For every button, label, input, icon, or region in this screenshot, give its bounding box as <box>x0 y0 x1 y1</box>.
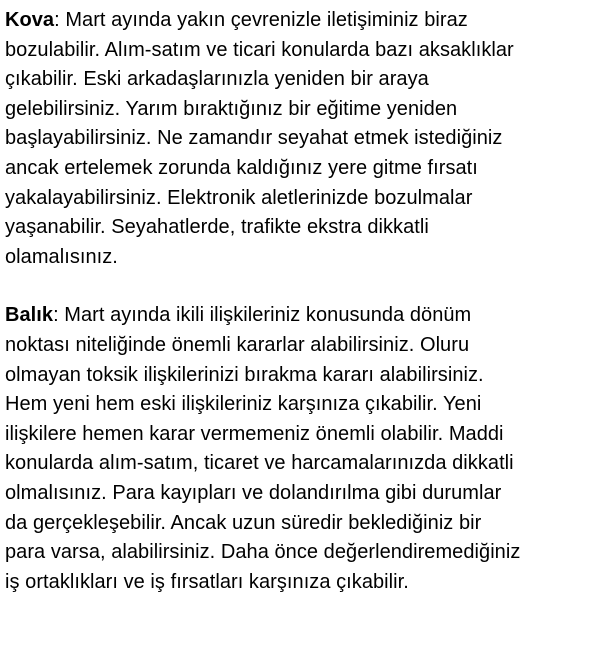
sign-name: Kova <box>5 9 55 31</box>
entry-line: da gerçekleşebilir. Ancak uzun süredir beklediğiniz bir <box>5 511 482 534</box>
entry-line: olmalısınız. Para kayıpları ve dolandırılma gibi durumlar <box>5 481 502 504</box>
horoscope-entry-kova <box>5 6 598 272</box>
entry-line: gelebilirsiniz. Yarım bıraktığınız bir eğitime yeniden <box>5 97 458 120</box>
entry-line: iş ortaklıkları ve iş fırsatları karşınıza çıkabilir. <box>5 570 409 593</box>
entry-line: para varsa, alabilirsiniz. Daha önce değerlendiremediğiniz <box>5 541 521 564</box>
entry-text: : Mart ayında ikili ilişkileriniz konusunda dönüm <box>53 304 472 327</box>
entry-line: bozulabilir. Alım-satım ve ticari konularda bazı aksaklıklar <box>5 38 514 61</box>
entry-line <box>5 6 598 36</box>
entry-line: yaşanabilir. Seyahatlerde, trafikte ekstra dikkatli <box>5 216 429 239</box>
entry-line: çıkabilir. Eski arkadaşlarınızla yeniden bir araya <box>5 68 429 91</box>
entry-line: olmayan toksik ilişkilerinizi bırakma kararı alabilirsiniz. <box>5 363 484 386</box>
sign-name: Balık <box>5 304 54 327</box>
entry-line: noktası niteliğinde önemli kararlar alabilirsiniz. Oluru <box>5 333 470 356</box>
entry-line: Hem yeni hem eski ilişkileriniz karşınıza çıkabilir. Yeni <box>5 393 482 416</box>
horoscope-entry-balik <box>5 301 598 597</box>
entry-line: konularda alım-satım, ticaret ve harcamalarınızda dikkatli <box>5 452 514 475</box>
entry-line: ancak ertelemek zorunda kaldığınız yere gitme fırsatı <box>5 156 478 179</box>
entry-line <box>5 301 598 331</box>
entry-text: : Mart ayında yakın çevrenizle iletişiminiz biraz <box>54 9 468 31</box>
entry-line: başlayabilirsiniz. Ne zamandır seyahat etmek istediğiniz <box>5 127 503 150</box>
entry-line: ilişkilere hemen karar vermemeniz önemli olabilir. Maddi <box>5 422 504 445</box>
entry-line: yakalayabilirsiniz. Elektronik aletlerinizde bozulmalar <box>5 186 473 209</box>
entry-line: olamalısınız. <box>5 245 118 268</box>
